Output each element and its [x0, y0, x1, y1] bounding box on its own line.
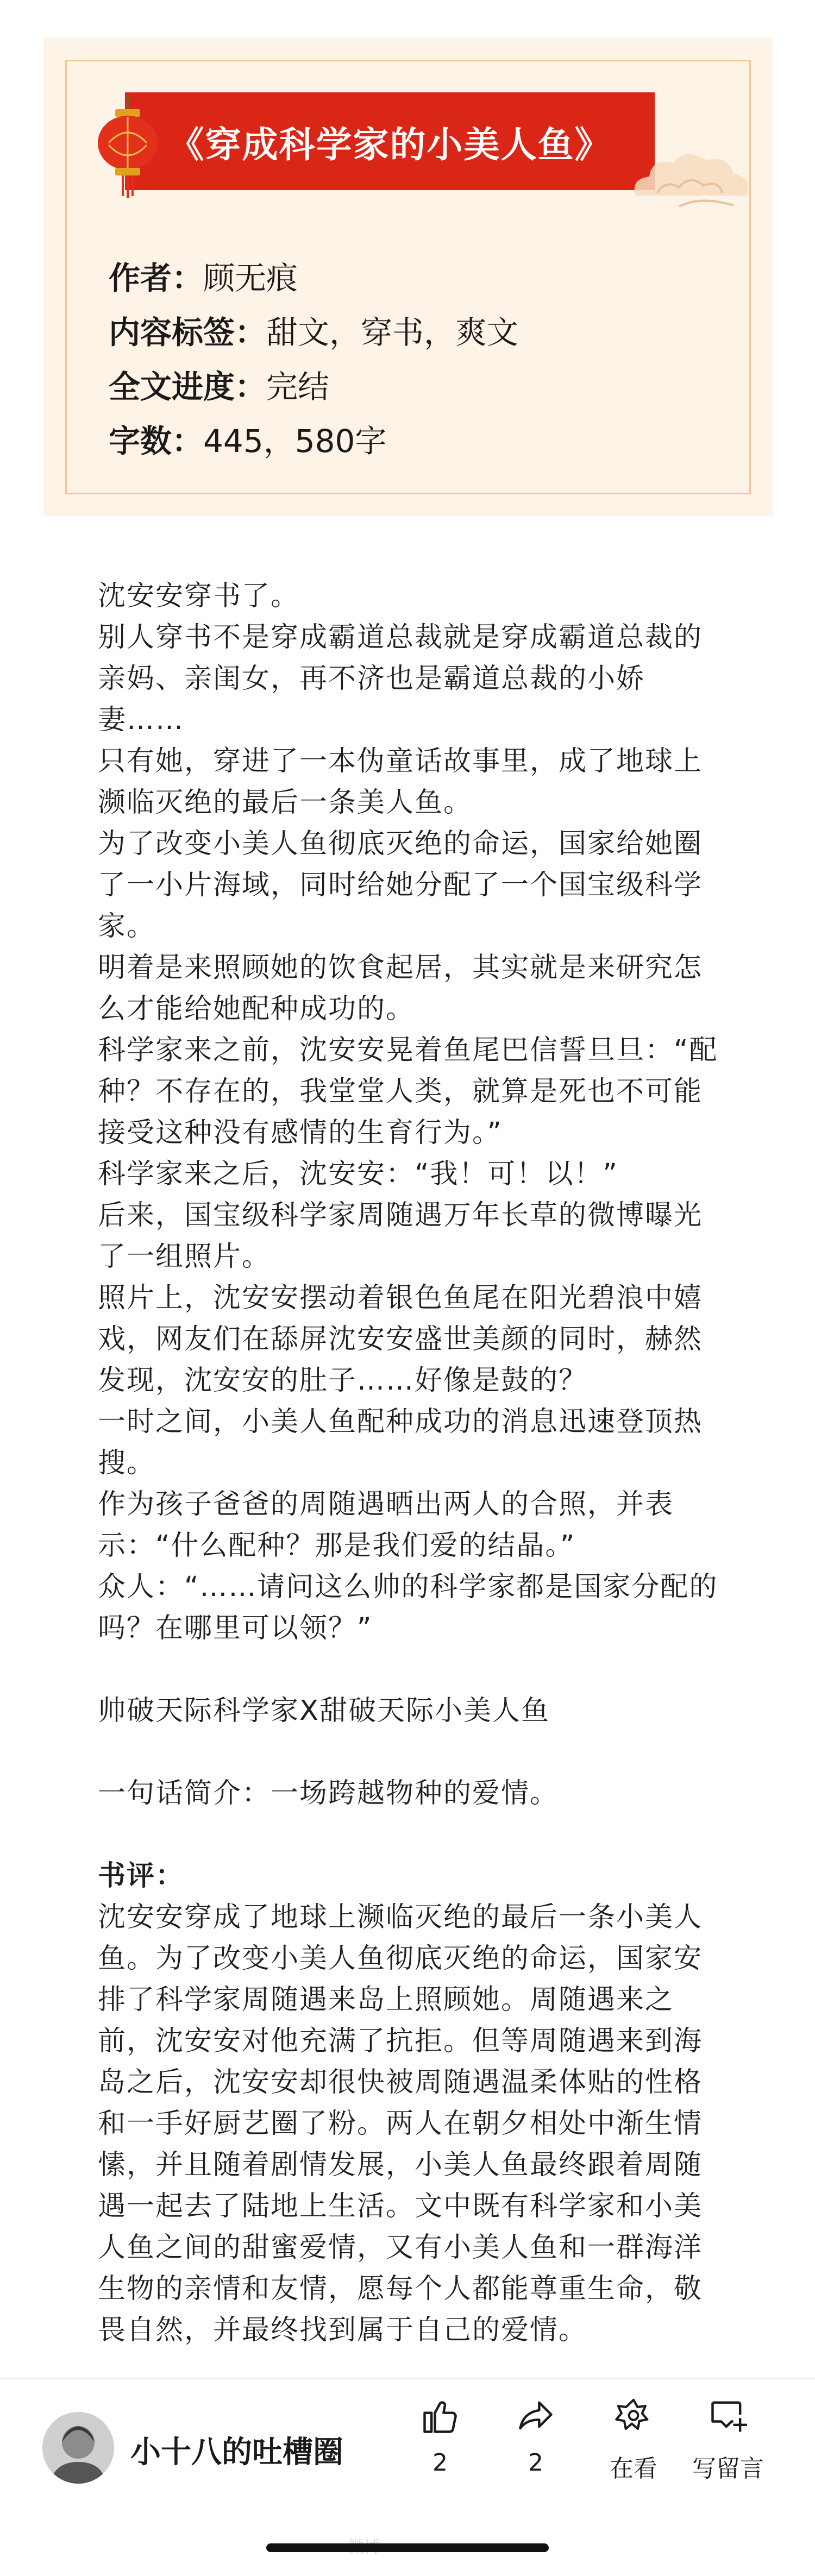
paragraph: 别人穿书不是穿成霸道总裁就是穿成霸道总裁的亲妈、亲闺女，再不济也是霸道总裁的小娇妻…… — [98, 621, 703, 736]
author-label: 作者： — [109, 260, 204, 297]
book-title-banner — [125, 92, 655, 190]
share-button[interactable] — [492, 2396, 579, 2477]
spacer — [98, 1732, 723, 1773]
spacer — [98, 1649, 723, 1691]
paragraph: 为了改变小美人鱼彻底灭绝的命运，国家给她圈了一小片海域，同时给她分配了一个国宝级科学家。 — [98, 828, 703, 943]
star-view-icon — [613, 2396, 654, 2437]
author-row — [109, 253, 298, 298]
wow-button[interactable] — [590, 2396, 677, 2484]
paragraph: 众人：“……请问这么帅的科学家都是国家分配的吗？在哪里可以领？” — [98, 1571, 718, 1644]
tags-row — [109, 307, 518, 353]
comment-button[interactable] — [685, 2396, 772, 2484]
paragraph: 一时之间，小美人鱼配种成功的消息迅速登顶热搜。 — [98, 1406, 703, 1479]
paragraph: 科学家来之后，沈安安：“我！可！以！” — [98, 1158, 618, 1190]
paragraph: 帅破天际科学家X甜破天际小美人鱼 — [98, 1695, 550, 1727]
paragraph: 作为孩子爸爸的周随遇晒出两人的合照，并表示：“什么配种？那是我们爱的结晶。” — [98, 1488, 674, 1562]
progress-row — [109, 361, 329, 407]
paragraph: 一句话简介：一场跨越物种的爱情。 — [98, 1777, 559, 1810]
account-name[interactable]: 小十八的吐槽圈 — [130, 2435, 343, 2470]
tags-value: 甜文，穿书，爽文 — [266, 314, 519, 351]
tags-label: 内容标签： — [109, 314, 267, 351]
share-arrow-icon — [515, 2396, 556, 2437]
spacer — [98, 1814, 723, 1856]
book-title: 《穿成科学家的小美人鱼》 — [168, 123, 612, 166]
paragraph: 明着是来照顾她的饮食起居，其实就是来研究怎么才能给她配种成功的。 — [98, 952, 703, 1025]
like-count: 2 — [432, 2449, 448, 2477]
word-count-label: 字数： — [109, 423, 204, 460]
progress-value: 完结 — [266, 368, 330, 405]
share-count: 2 — [528, 2449, 543, 2477]
word-count-value: 445，580字 — [203, 423, 387, 460]
review-paragraph: 沈安安穿成了地球上濒临灭绝的最后一条小美人鱼。为了改变小美人鱼彻底灭绝的命运，国家安排了科学家周随遇来岛上照顾她。周随遇来之前，沈安安对他充满了抗拒。但等周随遇来到海岛之后，沈安安却很快被周随遇温柔体贴的性格和一手好厨艺圈了粉。两人在朝夕相处中渐生情愫，并且随着剧情发展，小美人鱼最终跟着周随遇一起去了陆地上生活。文中既有科学家和小美人鱼之间的甜蜜爱情，又有小美人鱼和一群海洋生物的亲情和友情，愿每个人都能尊重生命，敬畏自然，并最终找到属于自己的爱情。 — [98, 1901, 703, 2346]
lantern-icon — [92, 95, 163, 198]
account-avatar[interactable] — [42, 2412, 114, 2484]
paragraph: 只有她，穿进了一本伪童话故事里，成了地球上濒临灭绝的最后一条美人鱼。 — [98, 745, 703, 819]
home-indicator[interactable] — [266, 2543, 549, 2552]
bottom-bar-divider — [0, 2378, 815, 2379]
like-button[interactable] — [397, 2396, 484, 2477]
wow-label: 在看 — [610, 2455, 657, 2483]
paragraph: 科学家来之前，沈安安晃着鱼尾巴信誓旦旦：“配种？不存在的，我堂堂人类，就算是死也不可能接受这种没有感情的生育行为。” — [98, 1034, 718, 1149]
cloud-decoration-icon — [625, 141, 755, 212]
author-value: 顾无痕 — [203, 260, 298, 297]
paragraph: 后来，国宝级科学家周随遇万年长草的微博曝光了一组照片。 — [98, 1199, 703, 1273]
paragraph: 沈安安穿书了。 — [98, 580, 300, 612]
avatar-portrait-icon — [42, 2412, 114, 2484]
word-count-row — [109, 416, 386, 461]
paragraph: 照片上，沈安安摆动着银色鱼尾在阳光碧浪中嬉戏，网友们在舔屏沈安安盛世美颜的同时，赫然发现，沈安安的肚子……好像是鼓的？ — [98, 1282, 703, 1397]
progress-label: 全文进度： — [109, 368, 267, 405]
comment-plus-icon — [707, 2396, 749, 2437]
review-heading: 书评： — [98, 1860, 185, 1892]
article-body — [98, 576, 723, 2351]
thumbs-up-icon — [419, 2396, 461, 2437]
comment-label: 写留言 — [692, 2455, 764, 2483]
